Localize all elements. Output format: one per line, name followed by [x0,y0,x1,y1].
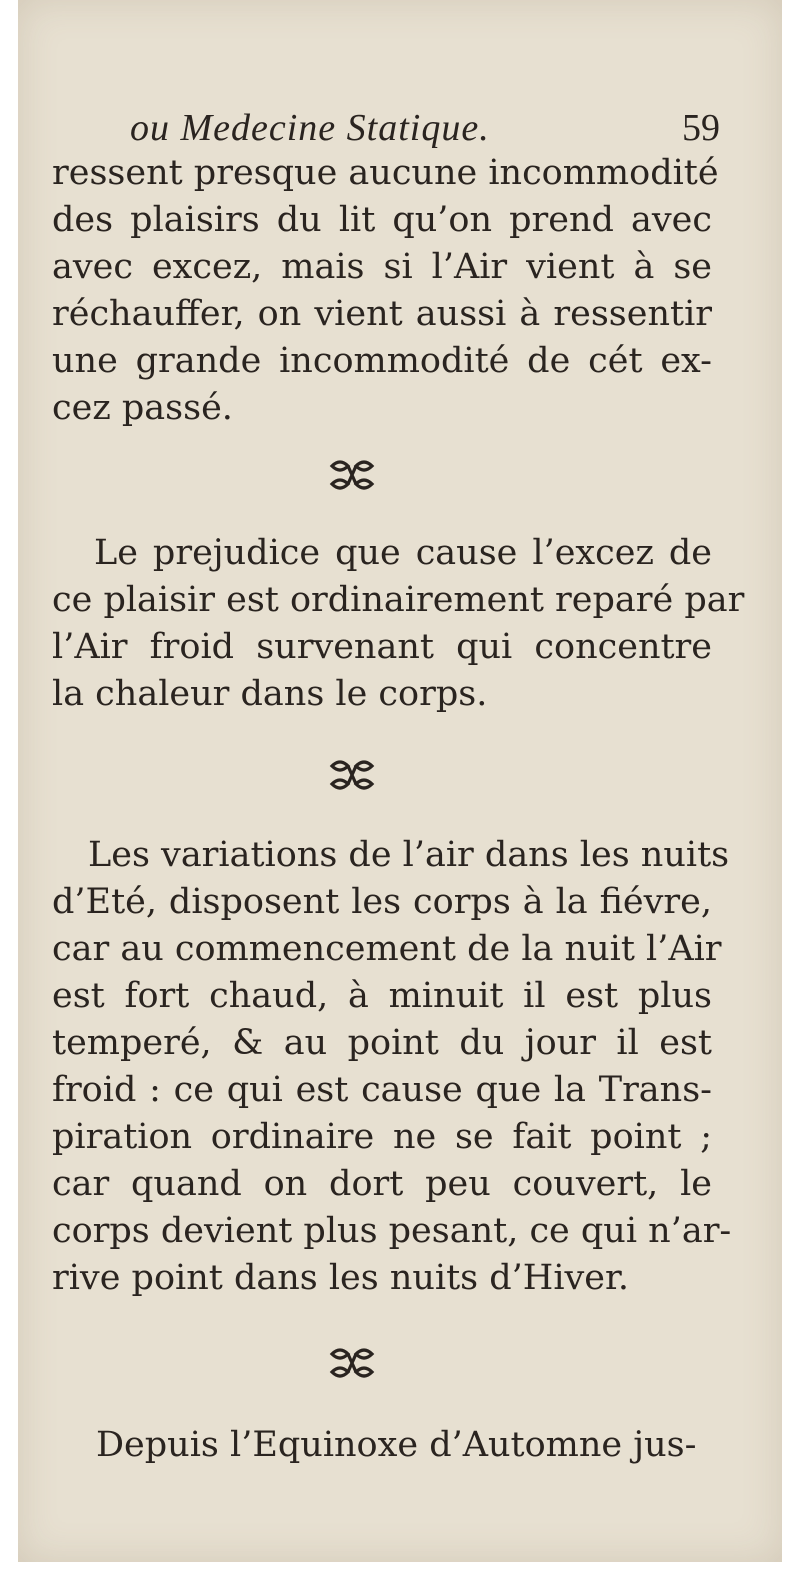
page-edge [782,0,800,1572]
text-line: des plaisirs du lit qu’on prend avec [52,200,712,240]
text-line: Les variations de l’air dans les nuits [88,835,730,875]
paragraph-1 [52,150,719,432]
text-line: ce plaisir est ordinairement reparé par [52,580,745,620]
paragraph-4 [52,1422,712,1469]
paragraph-3 [52,832,732,1302]
text-line: Le prejudice que cause l’excez de [94,533,712,573]
running-head [130,106,720,150]
running-title: ou Medecine Statique. [130,107,490,149]
fleuron-ornament-icon [328,458,376,494]
text-line: Depuis l’Equinoxe d’Automne jus- [96,1425,697,1465]
fleuron-ornament-icon [328,1346,376,1382]
text-line: temperé, & au point du jour il est [52,1023,712,1063]
text-line: avec excez, mais si l’Air vient à se [52,247,712,287]
page-number: 59 [682,107,720,149]
text-line: car au commencement de la nuit l’Air [52,929,722,969]
text-line: car quand on dort peu couvert, le [52,1164,712,1204]
text-line: piration ordinaire ne se fait point ; [52,1117,712,1157]
text-line: froid : ce qui est cause que la Trans- [52,1070,712,1110]
text-line: corps devient plus pesant, ce qui n’ar- [52,1211,732,1251]
text-line: une grande incommodité de cét ex- [52,341,712,381]
text-line: cez passé. [52,388,233,428]
paragraph-2 [52,530,745,718]
fleuron-ornament-icon [328,758,376,794]
text-line: la chaleur dans le corps. [52,674,488,714]
text-line: rive point dans les nuits d’Hiver. [52,1258,630,1298]
text-line: l’Air froid survenant qui concentre [52,627,712,667]
text-line: réchauffer, on vient aussi à ressentir [52,294,712,334]
text-line: est fort chaud, à minuit il est plus [52,976,712,1016]
text-line: d’Eté, disposent les corps à la fiévre, [52,882,712,922]
text-line: ressent presque aucune incommodité [52,153,719,193]
